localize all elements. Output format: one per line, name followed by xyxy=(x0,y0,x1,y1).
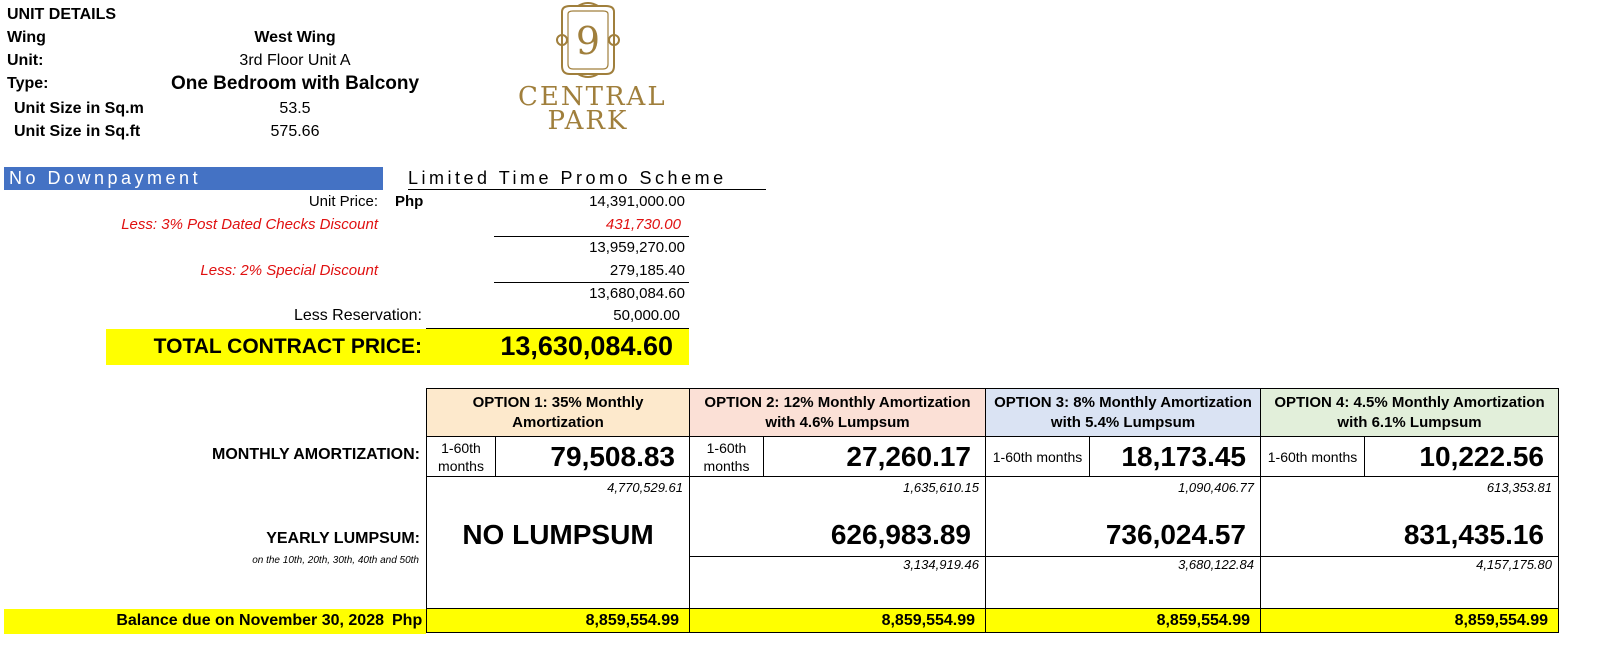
tcp-label: TOTAL CONTRACT PRICE: xyxy=(153,335,422,358)
option-2-balance: 8,859,554.99 xyxy=(690,609,986,633)
logo-numeral: 9 xyxy=(575,19,601,63)
option-3-lumpsum-total: 3,680,122.84 xyxy=(1178,557,1254,572)
balance-label-bar xyxy=(4,609,426,634)
yearly-lumpsum-label: YEARLY LUMPSUM: xyxy=(266,530,420,547)
size-sqft-label: Unit Size in Sq.ft xyxy=(14,123,141,140)
unit-label: Unit: xyxy=(7,52,44,69)
unit-price-value: 14,391,000.00 xyxy=(589,193,685,210)
option-1-term: 1-60th months xyxy=(427,437,496,477)
subtotal-divider xyxy=(494,282,689,283)
subtotal2-value: 13,680,084.60 xyxy=(589,285,685,302)
logo-line1: CENTRAL xyxy=(518,82,667,112)
option-3-details xyxy=(986,477,1261,609)
balance-currency: Php xyxy=(392,612,423,629)
wing-value: West Wing xyxy=(254,29,336,46)
monthly-amortization-label: MONTHLY AMORTIZATION: xyxy=(212,446,420,463)
size-sqm-label: Unit Size in Sq.m xyxy=(14,100,144,117)
option-4-header: OPTION 4: 4.5% Monthly Amortization with 6.1% Lumpsum xyxy=(1261,389,1559,437)
total-contract-price-bar xyxy=(106,329,689,365)
tcp-value: 13,630,084.60 xyxy=(500,331,673,361)
option-3-header: OPTION 3: 8% Monthly Amortization with 5.4% Lumpsum xyxy=(986,389,1261,437)
option-4-monthly-total: 613,353.81 xyxy=(1486,480,1552,495)
type-value: One Bedroom with Balcony xyxy=(170,73,420,94)
unit-value: 3rd Floor Unit A xyxy=(239,52,351,69)
option-2-lumpsum: 626,983.89 xyxy=(830,519,971,550)
option-4-monthly: 10,222.56 xyxy=(1365,437,1559,477)
option-1-balance: 8,859,554.99 xyxy=(427,609,690,633)
option-3-balance: 8,859,554.99 xyxy=(986,609,1261,633)
subtotal-divider xyxy=(494,236,689,237)
option-4-lumpsum-total: 4,157,175.80 xyxy=(1476,557,1552,572)
option-2-details xyxy=(690,477,986,609)
option-2-monthly-total: 1,635,610.15 xyxy=(903,480,979,495)
reservation-label: Less Reservation: xyxy=(293,307,422,324)
option-2-header: OPTION 2: 12% Monthly Amortization with 4.6% Lumpsum xyxy=(690,389,986,437)
unit-price-label: Unit Price: xyxy=(308,193,378,210)
logo-crest-icon xyxy=(518,2,658,82)
special-discount-value: 279,185.40 xyxy=(609,262,685,279)
wing-label: Wing xyxy=(7,29,46,46)
no-downpayment-tag: No Downpayment xyxy=(4,167,383,190)
option-1-monthly: 79,508.83 xyxy=(496,437,690,477)
option-3-lumpsum: 736,024.57 xyxy=(1105,519,1246,550)
pdc-discount-label: Less: 3% Post Dated Checks Discount xyxy=(121,216,378,233)
option-2-term: 1-60th months xyxy=(690,437,764,477)
type-label: Type: xyxy=(7,75,49,92)
option-4-lumpsum: 831,435.16 xyxy=(1403,519,1544,550)
special-discount-label: Less: 2% Special Discount xyxy=(200,262,378,279)
currency-label: Php xyxy=(395,193,424,210)
option-1-header: OPTION 1: 35% Monthly Amortization xyxy=(427,389,690,437)
option-1-monthly-total: 4,770,529.61 xyxy=(607,480,683,495)
option-3-monthly-total: 1,090,406.77 xyxy=(1178,480,1254,495)
subtotal1-value: 13,959,270.00 xyxy=(589,239,685,256)
balance-label: Balance due on November 30, 2028 xyxy=(116,612,384,629)
option-4-balance: 8,859,554.99 xyxy=(1261,609,1559,633)
option-1-details xyxy=(427,477,690,609)
option-1-lumpsum: NO LUMPSUM xyxy=(462,519,654,550)
size-sqm-value: 53.5 xyxy=(279,100,311,117)
logo-line2: PARK xyxy=(547,106,629,136)
option-3-term: 1-60th months xyxy=(986,437,1090,477)
reservation-value: 50,000.00 xyxy=(613,307,680,324)
unit-details-heading: UNIT DETAILS xyxy=(7,6,117,23)
yearly-lumpsum-note: on the 10th, 20th, 30th, 40th and 50th xyxy=(252,555,419,566)
option-4-details xyxy=(1261,477,1559,609)
pdc-discount-value: 431,730.00 xyxy=(605,216,681,233)
option-2-monthly: 27,260.17 xyxy=(764,437,986,477)
option-3-monthly: 18,173.45 xyxy=(1090,437,1261,477)
option-2-lumpsum-total: 3,134,919.46 xyxy=(903,557,979,572)
option-4-term: 1-60th months xyxy=(1261,437,1365,477)
payment-options-table xyxy=(426,388,1559,633)
central-park-logo xyxy=(518,2,667,136)
promo-scheme-title: Limited Time Promo Scheme xyxy=(408,167,766,190)
size-sqft-value: 575.66 xyxy=(270,123,320,140)
